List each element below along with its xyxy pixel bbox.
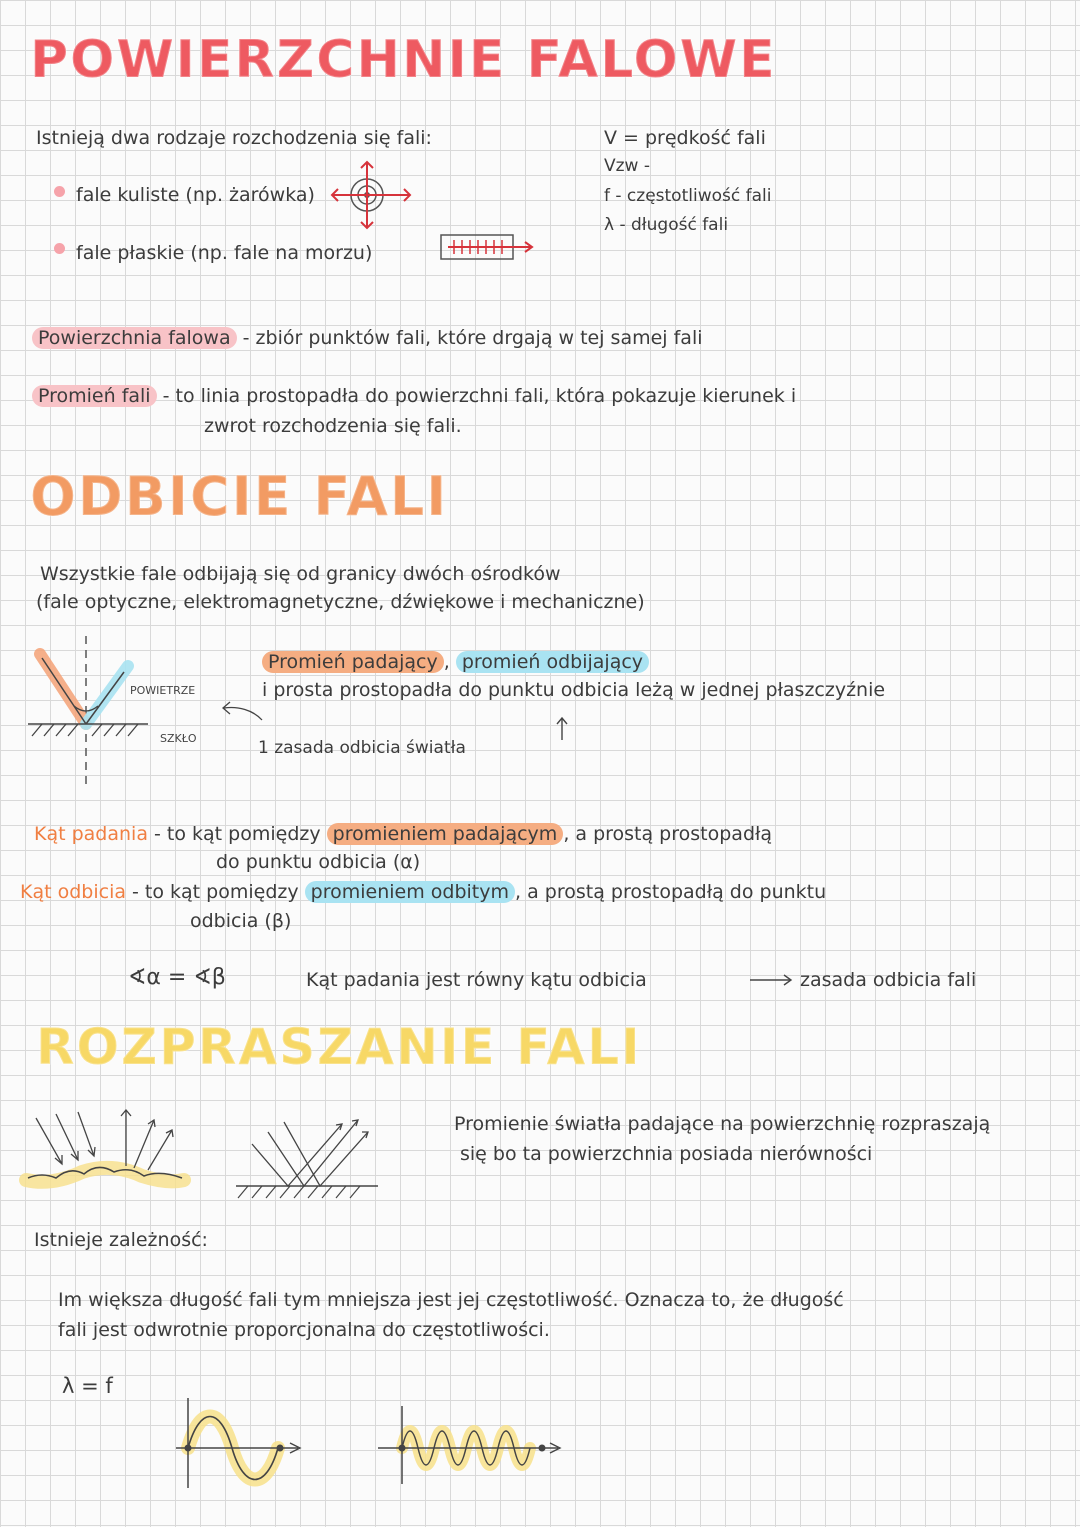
relation-line-2: fali jest odwrotnie proporcjonalna do częstotliwości.	[58, 1319, 550, 1341]
label-air: POWIETRZE	[130, 684, 196, 697]
def-wave-surface: - zbiór punktów fali, które drgają w tej samej fali	[242, 327, 703, 349]
relation-line-1: Im większa długość fali tym mniejsza jest jej częstotliwość. Oznacza to, że długość	[58, 1289, 844, 1311]
long-wave-graph	[170, 1396, 310, 1492]
title-wave-surfaces: POWIERZCHNIE FALOWE	[30, 30, 777, 90]
rule-name: 1 zasada odbicia światła	[258, 738, 466, 758]
intro-item-plane: fale płaskie (np. fale na morzu)	[76, 242, 373, 264]
right-arrow-icon	[748, 972, 794, 988]
reflection-def-c: odbicia (β)	[190, 910, 292, 932]
incidence-def-b: , a prostą prostopadłą	[563, 823, 773, 845]
incidence-def-highlight: promieniem padającym	[327, 823, 564, 845]
bullet-1	[54, 186, 65, 197]
intro-item-spherical: fale kuliste (np. żarówka)	[76, 184, 315, 206]
reflection-def-a: - to kąt pomiędzy	[132, 881, 299, 903]
plane-wave-icon	[440, 233, 540, 263]
legend-f: f - częstotliwość fali	[604, 186, 772, 206]
diffuse-scattering-diagram	[22, 1106, 192, 1196]
rule-line-2: i prosta prostopadła do punktu odbicia leżą w jednej płaszczyźnie	[262, 679, 886, 701]
legend-vzw: Vzw -	[604, 156, 650, 176]
relation-formula: λ = f	[62, 1374, 113, 1398]
specular-reflection-diagram	[232, 1110, 382, 1202]
label-glass: SZKŁO	[160, 732, 197, 745]
incidence-def-c: do punktu odbicia (α)	[216, 851, 421, 873]
law-result: zasada odbicia fali	[800, 969, 977, 991]
short-wave-graph	[376, 1404, 566, 1488]
legend-lambda: λ - długość fali	[604, 215, 729, 235]
term-wave-surface: Powierzchnia falowa	[32, 327, 237, 349]
bullet-2	[54, 243, 65, 254]
scattering-desc-2: się bo ta powierzchnia posiada nierówności	[460, 1143, 873, 1165]
spherical-wave-icon	[330, 160, 420, 230]
rule-reflected-ray: promień odbijający	[456, 651, 649, 673]
reflection-def-highlight: promieniem odbitym	[305, 881, 515, 903]
def-wave-ray-2: zwrot rozchodzenia się fali.	[204, 415, 462, 437]
term-wave-ray: Promień fali	[32, 385, 157, 407]
reflection-def-b: , a prostą prostopadłą do punktu	[515, 881, 827, 903]
incidence-def-a: - to kąt pomiędzy	[154, 823, 321, 845]
law-text: Kąt padania jest równy kątu odbicia	[306, 969, 647, 991]
law-formula: ∢α = ∢β	[128, 965, 226, 990]
term-reflection-angle: Kąt odbicia	[20, 881, 126, 903]
scattering-desc-1: Promienie światła padające na powierzchnię rozpraszają	[454, 1113, 991, 1135]
title-scattering: ROZPRASZANIE FALI	[36, 1018, 642, 1076]
def-wave-ray-1: - to linia prostopadła do powierzchni fali, która pokazuje kierunek i	[162, 385, 797, 407]
intro-line: Istnieją dwa rodzaje rozchodzenia się fali:	[36, 127, 432, 149]
reflection-line-2: (fale optyczne, elektromagnetyczne, dźwiękowe i mechaniczne)	[36, 591, 645, 613]
legend-v: V = prędkość fali	[604, 127, 766, 149]
up-arrow-icon	[554, 716, 570, 742]
title-reflection: ODBICIE FALI	[30, 465, 449, 528]
reflection-diagram	[28, 636, 268, 786]
relation-title: Istnieje zależność:	[34, 1229, 208, 1251]
rule-incident-ray: Promień padający	[262, 651, 444, 673]
term-incidence-angle: Kąt padania	[34, 823, 148, 845]
reflection-line-1: Wszystkie fale odbijają się od granicy dwóch ośrodków	[40, 563, 561, 585]
